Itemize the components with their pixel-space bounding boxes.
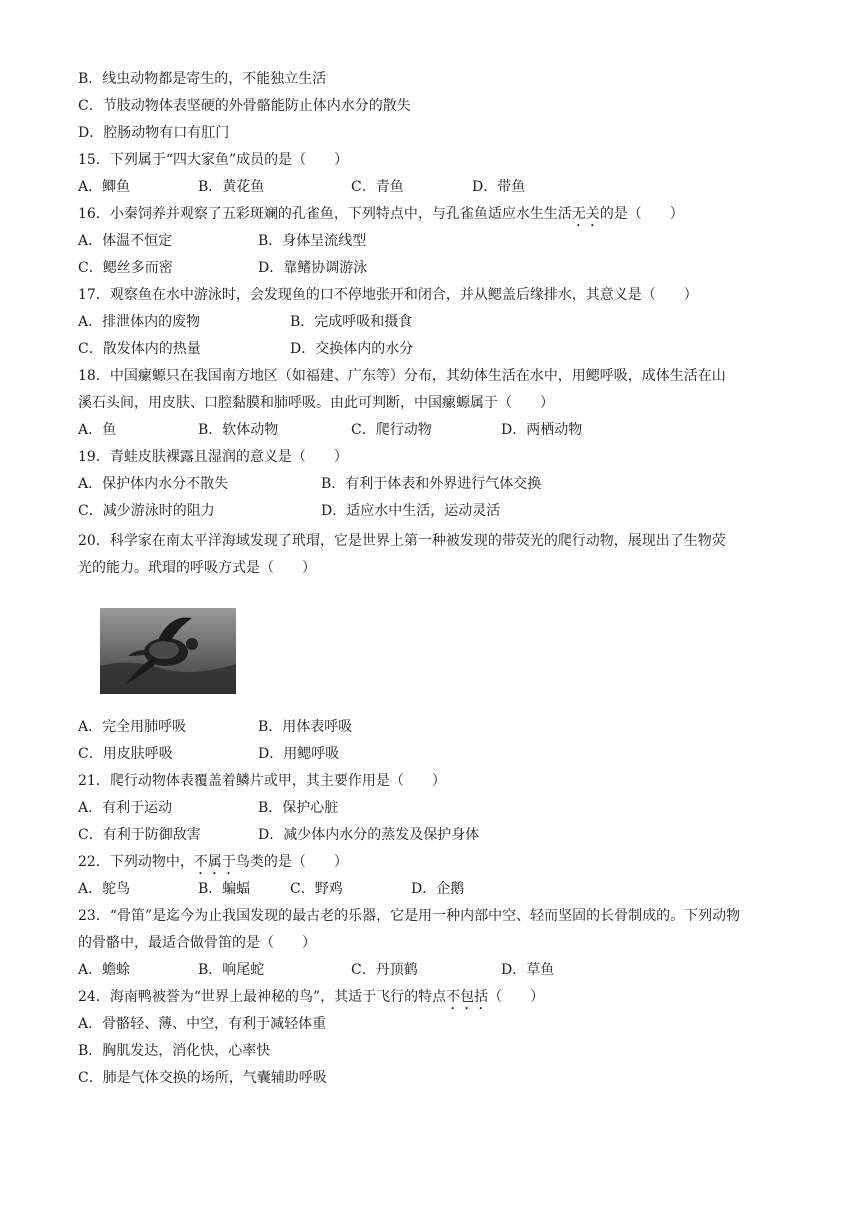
q20-stem-line2: 光的能力。玳瑁的呼吸方式是（ ） bbox=[78, 560, 316, 576]
q16-option-b: B．身体呈流线型 bbox=[258, 233, 367, 249]
q19-options-row2 bbox=[78, 501, 778, 521]
q23-option-b: B．响尾蛇 bbox=[198, 962, 265, 978]
q18-stem-line1: 18．中国瘰螈只在我国南方地区（如福建、广东等）分布，其幼体生活在水中，用鳃呼吸，成体生活在山 bbox=[78, 368, 726, 384]
q23-option-a: A．蟾蜍 bbox=[78, 962, 131, 978]
q19-option-c: C．减少游泳时的阻力 bbox=[78, 503, 215, 519]
q16-option-a: A．体温不恒定 bbox=[78, 233, 173, 249]
q24-stem-part2: （ ） bbox=[488, 989, 545, 1005]
q22-option-c: C．野鸡 bbox=[290, 881, 343, 897]
q24-emphasis: 不包括 bbox=[446, 989, 489, 1005]
q21-options-row2 bbox=[78, 825, 778, 845]
q24-option-b: B．胸肌发达，消化快，心率快 bbox=[78, 1043, 271, 1059]
q19-options-row1 bbox=[78, 474, 778, 494]
q20-option-a: A．完全用肺呼吸 bbox=[78, 719, 187, 735]
q17-option-c: C．散发体内的热量 bbox=[78, 341, 201, 357]
q15-option-a: A．鲫鱼 bbox=[78, 179, 131, 195]
q18-options bbox=[78, 420, 778, 440]
q17-option-d: D．交换体内的水分 bbox=[290, 341, 414, 357]
q20-options-row2 bbox=[78, 744, 778, 764]
q21-option-b: B．保护心脏 bbox=[258, 800, 339, 816]
q23-options bbox=[78, 960, 778, 980]
q21-stem: 21．爬行动物体表覆盖着鳞片或甲，其主要作用是（ ） bbox=[78, 773, 446, 789]
q21-option-c: C．有利于防御敌害 bbox=[78, 827, 201, 843]
q18-option-c: C．爬行动物 bbox=[351, 422, 432, 438]
q15-stem: 15．下列属于“四大家鱼”成员的是（ ） bbox=[78, 152, 349, 168]
q20-options-row1 bbox=[78, 717, 778, 737]
q22-stem bbox=[78, 852, 348, 872]
q23-option-c: C．丹顶鹤 bbox=[351, 962, 418, 978]
q17-option-b: B．完成呼吸和摄食 bbox=[290, 314, 413, 330]
q17-options-row2 bbox=[78, 339, 778, 359]
q14-option-c: C．节肢动物体表坚硬的外骨骼能防止体内水分的散失 bbox=[78, 98, 411, 114]
q15-option-c: C．青鱼 bbox=[351, 179, 404, 195]
q23-option-d: D．草鱼 bbox=[501, 962, 555, 978]
q16-options-row2 bbox=[78, 258, 778, 278]
q22-stem-part2: 鸟类的是（ ） bbox=[235, 854, 348, 870]
q23-stem-line2: 的骨骼中，最适合做骨笛的是（ ） bbox=[78, 935, 316, 951]
q14-option-d: D．腔肠动物有口有肛门 bbox=[78, 125, 230, 141]
q16-option-c: C．鳃丝多而密 bbox=[78, 260, 173, 276]
q22-emphasis: 不属于 bbox=[193, 854, 236, 870]
q18-option-d: D．两栖动物 bbox=[501, 422, 583, 438]
q21-option-a: A．有利于运动 bbox=[78, 800, 173, 816]
q22-option-b: B．蝙蝠 bbox=[198, 881, 251, 897]
q15-options bbox=[78, 177, 778, 197]
q19-option-a: A．保护体内水分不散失 bbox=[78, 476, 229, 492]
q18-stem-line2: 溪石头间，用皮肤、口腔黏膜和肺呼吸。由此可判断，中国瘰螈属于（ ） bbox=[78, 395, 554, 411]
q18-option-a: A．鱼 bbox=[78, 422, 117, 438]
q16-stem-part1: 16．小秦饲养并观察了五彩斑斓的孔雀鱼，下列特点中，与孔雀鱼适应水生生活 bbox=[78, 206, 572, 222]
q24-stem bbox=[78, 987, 544, 1007]
q22-option-a: A．鸵鸟 bbox=[78, 881, 131, 897]
q19-option-b: B．有利于体表和外界进行气体交换 bbox=[321, 476, 542, 492]
q17-options-row1 bbox=[78, 312, 778, 332]
q19-option-d: D．适应水中生活，运动灵活 bbox=[321, 503, 501, 519]
sea-turtle-photo bbox=[100, 608, 236, 694]
q16-options-row1 bbox=[78, 231, 778, 251]
q21-options-row1 bbox=[78, 798, 778, 818]
q16-option-d: D．靠鳍协调游泳 bbox=[258, 260, 368, 276]
q24-option-c: C．肺是气体交换的场所，气囊辅助呼吸 bbox=[78, 1070, 327, 1086]
q20-option-b: B．用体表呼吸 bbox=[258, 719, 353, 735]
q17-stem: 17．观察鱼在水中游泳时，会发现鱼的口不停地张开和闭合，并从鳃盖后缘排水，其意义是（ ） bbox=[78, 287, 698, 303]
q22-stem-part1: 22．下列动物中， bbox=[78, 854, 194, 870]
q17-option-a: A．排泄体内的废物 bbox=[78, 314, 201, 330]
q16-emphasis: 无关 bbox=[571, 206, 600, 222]
q15-option-b: B．黄花鱼 bbox=[198, 179, 265, 195]
q22-options bbox=[78, 879, 778, 899]
q24-stem-part1: 24．海南鸭被誉为“世界上最神秘的鸟”，其适于飞行的特点 bbox=[78, 989, 447, 1005]
q20-option-d: D．用鳃呼吸 bbox=[258, 746, 340, 762]
q22-option-d: D．企鹅 bbox=[411, 881, 465, 897]
q16-stem-part2: 的是（ ） bbox=[599, 206, 684, 222]
q24-option-a: A．骨骼轻、薄、中空，有利于减轻体重 bbox=[78, 1016, 327, 1032]
q20-stem-line1: 20．科学家在南太平洋海域发现了玳瑁，它是世界上第一种被发现的带荧光的爬行动物，展现出了生物荧 bbox=[78, 533, 726, 549]
sea-turtle-illustration bbox=[100, 608, 236, 694]
q15-option-d: D．带鱼 bbox=[472, 179, 526, 195]
q20-option-c: C．用皮肤呼吸 bbox=[78, 746, 173, 762]
q21-option-d: D．减少体内水分的蒸发及保护身体 bbox=[258, 827, 480, 843]
q23-stem-line1: 23．“骨笛”是迄今为止我国发现的最古老的乐器，它是用一种内部中空、轻而坚固的长骨制成的。下列动物 bbox=[78, 908, 741, 924]
q14-option-b: B．线虫动物都是寄生的，不能独立生活 bbox=[78, 71, 327, 87]
q18-option-b: B．软体动物 bbox=[198, 422, 279, 438]
q16-stem bbox=[78, 204, 684, 224]
q19-stem: 19．青蛙皮肤裸露且湿润的意义是（ ） bbox=[78, 449, 348, 465]
